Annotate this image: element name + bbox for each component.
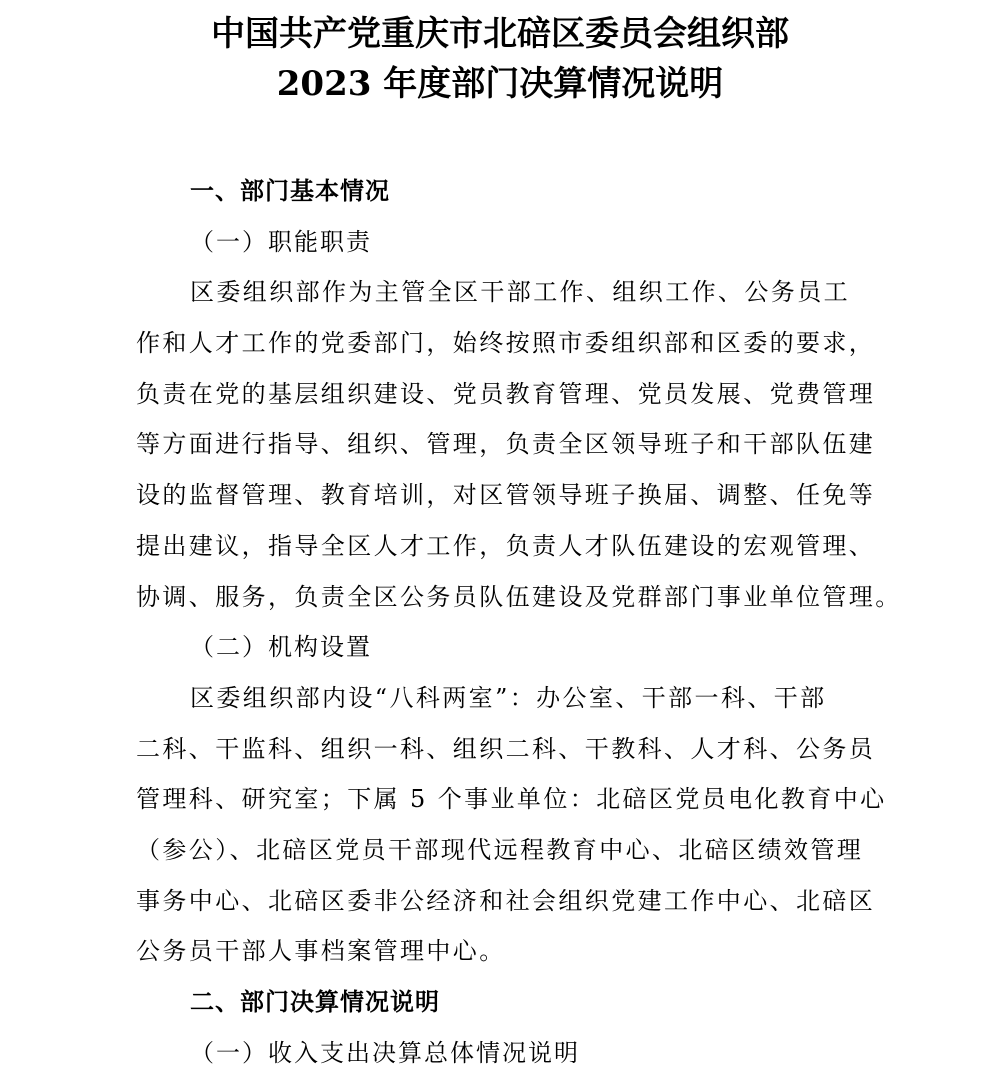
paragraph-line: 作和人才工作的党委部门，始终按照市委组织部和区委的要求，	[136, 329, 876, 358]
paragraph-line: 二科、干监科、组织一科、组织二科、干教科、人才科、公务员	[136, 734, 876, 763]
paragraph-line: 协调、服务，负责全区公务员队伍建设及党群部门事业单位管理。	[136, 582, 902, 611]
paragraph-line: （参公）、北碚区党员干部现代远程教育中心、北碚区绩效管理	[136, 835, 864, 864]
document-body	[136, 166, 902, 1078]
document-title-line-1: 中国共产党重庆市北碚区委员会组织部	[211, 14, 789, 54]
paragraph-line: 负责在党的基层组织建设、党员教育管理、党员发展、党费管理	[136, 379, 876, 408]
section-heading: 一、部门基本情况	[190, 176, 390, 205]
document-title-line-2: 2023 年度部门决算情况说明	[276, 64, 724, 104]
subsection-heading: （一）收入支出决算总体情况说明	[190, 1038, 580, 1067]
paragraph-line: 区委组织部作为主管全区干部工作、组织工作、公务员工	[190, 278, 850, 307]
paragraph-line: 公务员干部人事档案管理中心。	[136, 937, 506, 966]
paragraph-line: 提出建议，指导全区人才工作，负责人才队伍建设的宏观管理、	[136, 531, 876, 560]
paragraph-line: 等方面进行指导、组织、管理，负责全区领导班子和干部队伍建	[136, 430, 876, 459]
paragraph-line: 设的监督管理、教育培训，对区管领导班子换届、调整、任免等	[136, 481, 876, 510]
section-heading: 二、部门决算情况说明	[190, 987, 440, 1016]
paragraph-line: 事务中心、北碚区委非公经济和社会组织党建工作中心、北碚区	[136, 886, 876, 915]
paragraph-line: 管理科、研究室；下属 5 个事业单位：北碚区党员电化教育中心	[136, 785, 887, 814]
paragraph-line: 区委组织部内设“八科两室”：办公室、干部一科、干部	[190, 683, 827, 712]
subsection-heading: （二）机构设置	[190, 633, 372, 662]
subsection-heading: （一）职能职责	[190, 227, 372, 256]
